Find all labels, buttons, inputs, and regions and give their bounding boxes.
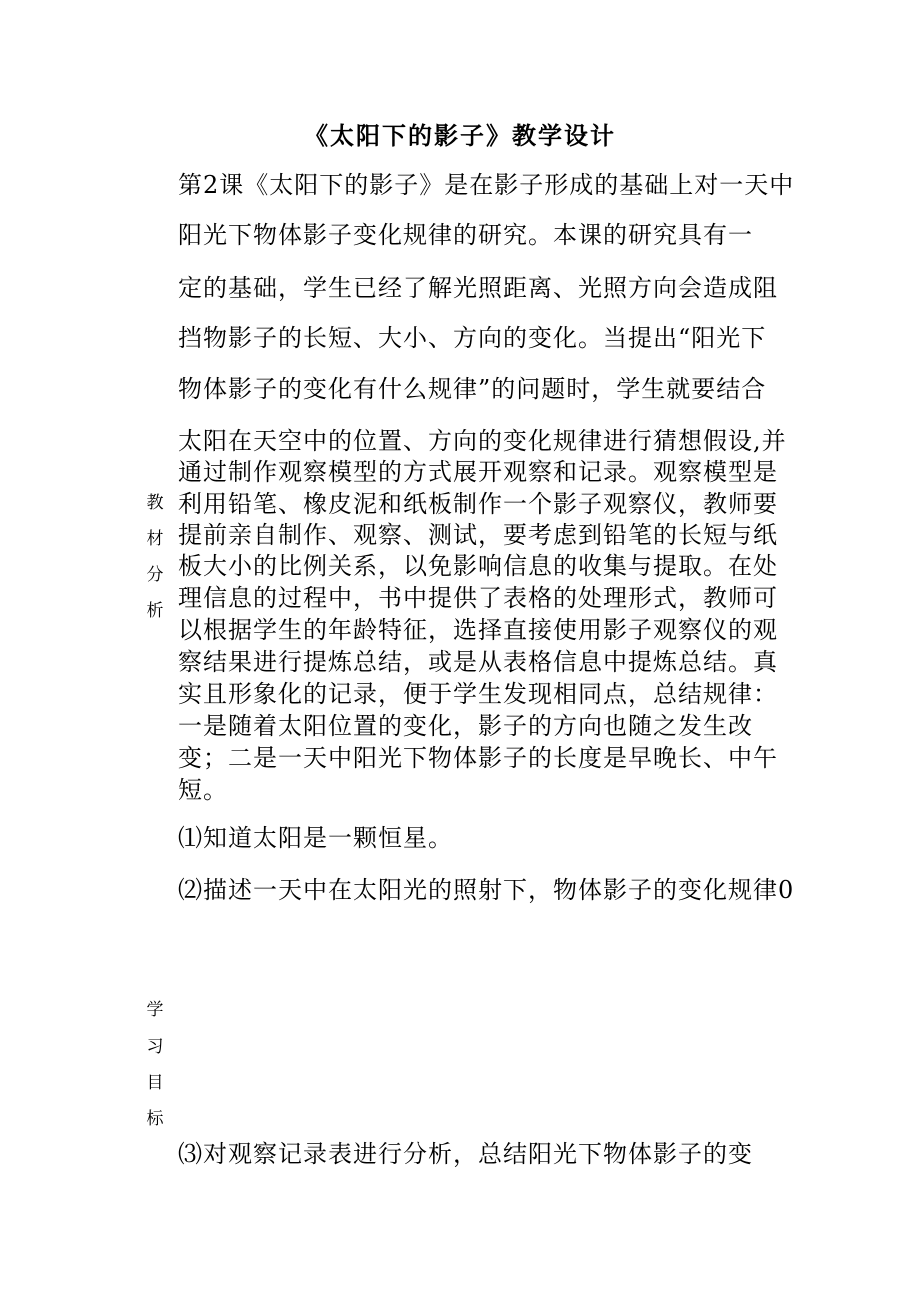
side-label-char: 学 — [146, 1000, 164, 1020]
objective-item: ⑴知道太阳是一颗恒星。 — [178, 824, 453, 852]
paragraph-line: 变；二是一天中阳光下物体影子的长度是早晚长、中午 — [178, 744, 778, 772]
objective-item: ⑶对观察记录表进行分析，总结阳光下物体影子的变 — [178, 1140, 753, 1168]
paragraph-line: 察结果进行提炼总结，或是从表格信息中提炼总结。真 — [178, 648, 778, 676]
side-label-char: 分 — [146, 565, 164, 585]
paragraph-line: 一是随着太阳位置的变化，影子的方向也随之发生改 — [178, 712, 753, 740]
paragraph-line: 通过制作观察模型的方式展开观察和记录。观察模型是 — [178, 458, 778, 486]
side-label-char: 析 — [146, 601, 164, 621]
paragraph-line: 板大小的比例关系，以免影响信息的收集与提取。在处 — [178, 552, 778, 580]
side-label-char: 标 — [146, 1109, 164, 1129]
paragraph-line: 提前亲自制作、观察、测试，要考虑到铅笔的长短与纸 — [178, 521, 778, 549]
paragraph-line: 利用铅笔、橡皮泥和纸板制作一个影子观察仪，教师要 — [178, 490, 778, 518]
paragraph-line: 短。 — [178, 776, 228, 804]
paragraph-line: 实且形象化的记录，便于学生发现相同点，总结规律： — [178, 680, 778, 708]
paragraph-line: 理信息的过程中，书中提供了表格的处理形式，教师可 — [178, 584, 778, 612]
paragraph-line: 挡物影子的长短、大小、方向的变化。当提出“阳光下 — [178, 324, 767, 352]
side-label-char: 习 — [146, 1037, 164, 1057]
side-label-char: 材 — [146, 529, 164, 549]
paragraph-line: 物体影子的变化有什么规律”的问题时，学生就要结合 — [178, 375, 767, 403]
paragraph-line: 阳光下物体影子变化规律的研究。本课的研究具有一 — [178, 221, 753, 249]
paragraph-line: 太阳在天空中的位置、方向的变化规律进行猜想假设,并 — [178, 427, 787, 455]
paragraph-line: 第2课《太阳下的影子》是在影子形成的基础上对一天中 — [178, 171, 795, 199]
side-label-char: 目 — [146, 1073, 164, 1093]
side-label-char: 教 — [146, 493, 164, 513]
page-title: 《太阳下的影子》教学设计 — [304, 121, 616, 150]
objective-item: ⑵描述一天中在太阳光的照射下，物体影子的变化规律0 — [178, 876, 795, 904]
paragraph-line: 定的基础，学生已经了解光照距离、光照方向会造成阻 — [178, 274, 778, 302]
paragraph-line: 以根据学生的年龄特征，选择直接使用影子观察仪的观 — [178, 616, 778, 644]
